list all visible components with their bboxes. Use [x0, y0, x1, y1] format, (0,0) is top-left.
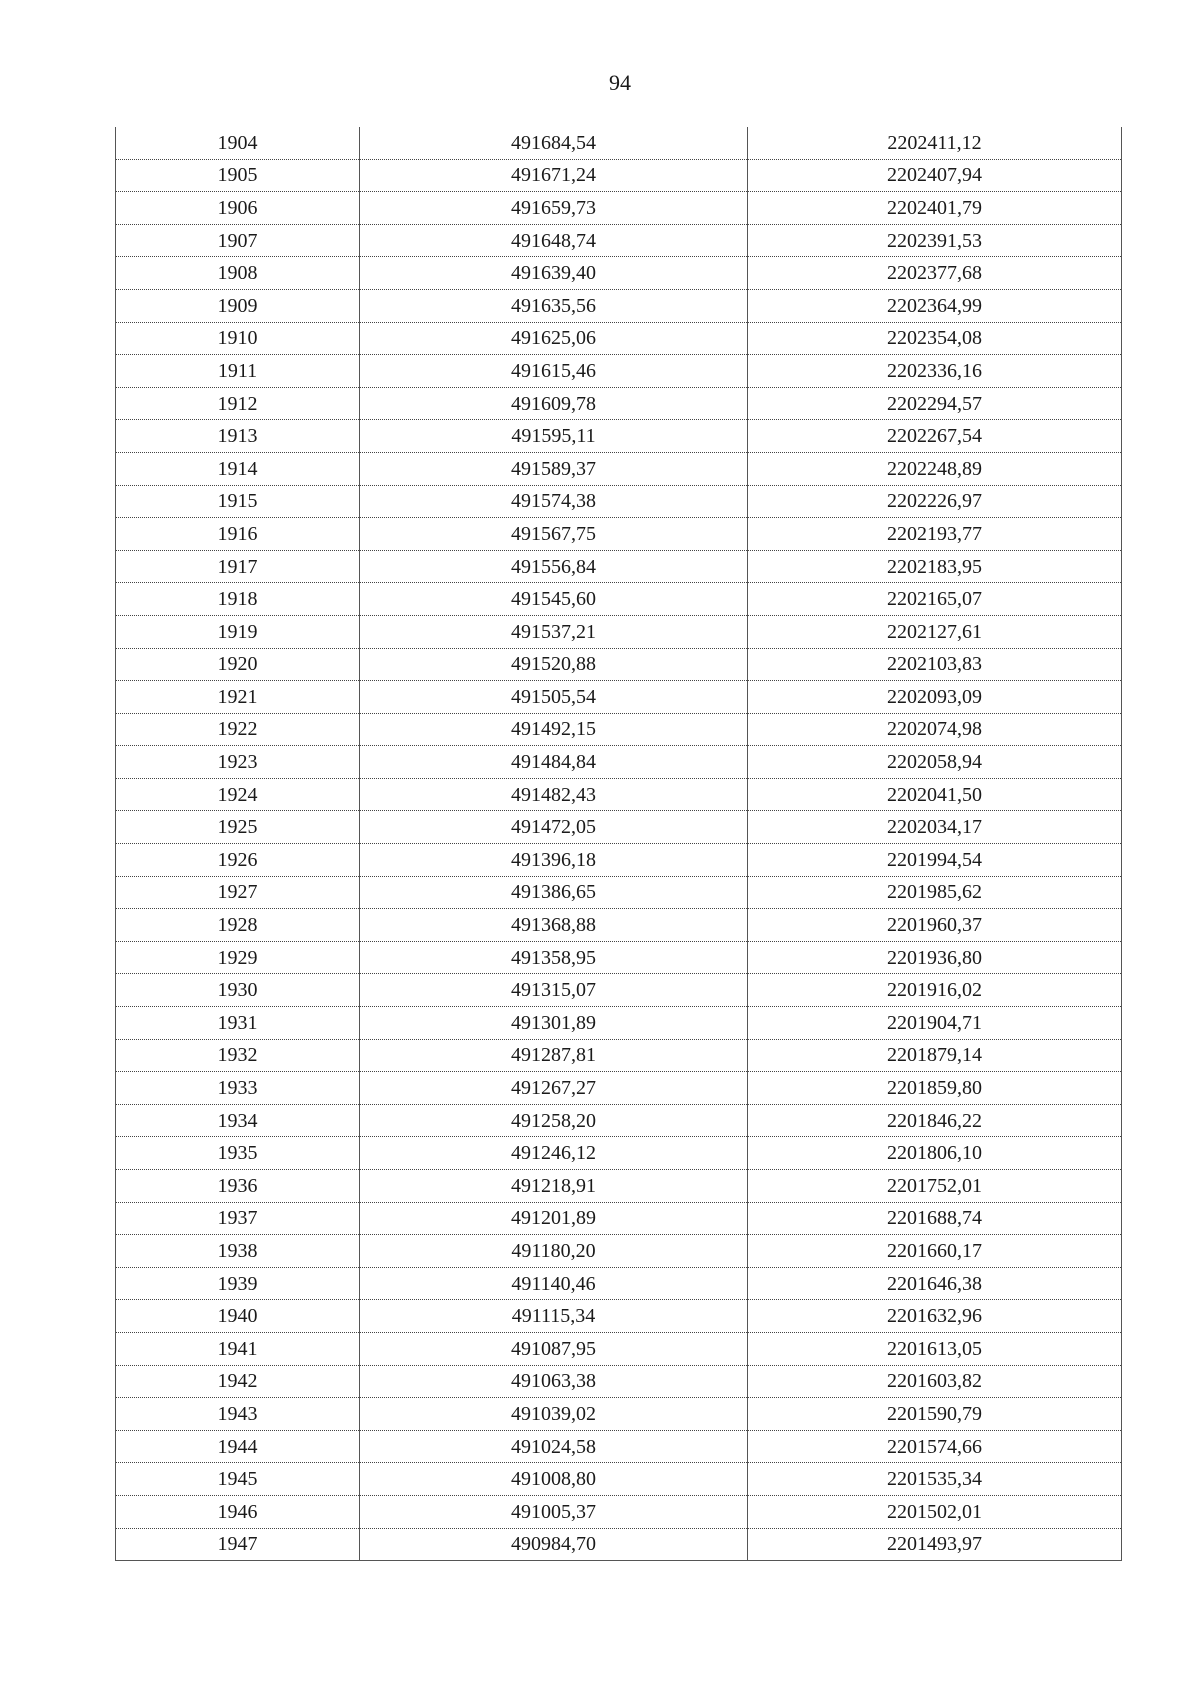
point-number-cell: 1936 [116, 1170, 360, 1203]
table-row [116, 941, 1122, 974]
x-coordinate-cell: 491472,05 [360, 811, 748, 844]
x-coordinate-cell: 491218,91 [360, 1170, 748, 1203]
table-row [116, 811, 1122, 844]
x-coordinate-cell: 491246,12 [360, 1137, 748, 1170]
point-number-cell: 1919 [116, 615, 360, 648]
table-row [116, 1300, 1122, 1333]
page-number: 94 [609, 70, 631, 95]
x-coordinate-cell: 491087,95 [360, 1332, 748, 1365]
point-number-cell: 1944 [116, 1430, 360, 1463]
y-coordinate-cell: 2202058,94 [748, 746, 1122, 779]
y-coordinate-cell: 2201846,22 [748, 1104, 1122, 1137]
table-row [116, 322, 1122, 355]
y-coordinate-cell: 2202103,83 [748, 648, 1122, 681]
x-coordinate-cell: 491609,78 [360, 387, 748, 420]
x-coordinate-cell: 491115,34 [360, 1300, 748, 1333]
table-row [116, 1202, 1122, 1235]
y-coordinate-cell: 2201960,37 [748, 909, 1122, 942]
x-coordinate-cell: 491648,74 [360, 224, 748, 257]
point-number-cell: 1935 [116, 1137, 360, 1170]
y-coordinate-cell: 2201646,38 [748, 1267, 1122, 1300]
point-number-cell: 1921 [116, 681, 360, 714]
point-number-cell: 1933 [116, 1072, 360, 1105]
table-row [116, 1170, 1122, 1203]
point-number-cell: 1922 [116, 713, 360, 746]
x-coordinate-cell: 491039,02 [360, 1398, 748, 1431]
x-coordinate-cell: 491024,58 [360, 1430, 748, 1463]
x-coordinate-cell: 491659,73 [360, 192, 748, 225]
point-number-cell: 1941 [116, 1332, 360, 1365]
y-coordinate-cell: 2202193,77 [748, 518, 1122, 551]
point-number-cell: 1931 [116, 1007, 360, 1040]
point-number-cell: 1937 [116, 1202, 360, 1235]
x-coordinate-cell: 491574,38 [360, 485, 748, 518]
y-coordinate-cell: 2201502,01 [748, 1495, 1122, 1528]
table-row [116, 452, 1122, 485]
x-coordinate-cell: 491567,75 [360, 518, 748, 551]
table-row [116, 1039, 1122, 1072]
table-row [116, 746, 1122, 779]
table-row [116, 1072, 1122, 1105]
point-number-cell: 1915 [116, 485, 360, 518]
y-coordinate-cell: 2202364,99 [748, 289, 1122, 322]
x-coordinate-cell: 491639,40 [360, 257, 748, 290]
point-number-cell: 1918 [116, 583, 360, 616]
x-coordinate-cell: 491671,24 [360, 159, 748, 192]
table-row [116, 648, 1122, 681]
point-number-cell: 1920 [116, 648, 360, 681]
table-row [116, 1398, 1122, 1431]
y-coordinate-cell: 2202401,79 [748, 192, 1122, 225]
point-number-cell: 1930 [116, 974, 360, 1007]
y-coordinate-cell: 2201632,96 [748, 1300, 1122, 1333]
table-row [116, 844, 1122, 877]
coordinates-table-container [115, 127, 1121, 1561]
x-coordinate-cell: 491368,88 [360, 909, 748, 942]
point-number-cell: 1917 [116, 550, 360, 583]
coordinates-table [115, 127, 1122, 1561]
x-coordinate-cell: 491684,54 [360, 127, 748, 159]
table-row [116, 289, 1122, 322]
point-number-cell: 1927 [116, 876, 360, 909]
point-number-cell: 1906 [116, 192, 360, 225]
y-coordinate-cell: 2202248,89 [748, 452, 1122, 485]
x-coordinate-cell: 491005,37 [360, 1495, 748, 1528]
x-coordinate-cell: 491505,54 [360, 681, 748, 714]
table-row [116, 159, 1122, 192]
table-row [116, 355, 1122, 388]
point-number-cell: 1934 [116, 1104, 360, 1137]
point-number-cell: 1910 [116, 322, 360, 355]
y-coordinate-cell: 2201688,74 [748, 1202, 1122, 1235]
y-coordinate-cell: 2201904,71 [748, 1007, 1122, 1040]
point-number-cell: 1905 [116, 159, 360, 192]
x-coordinate-cell: 490984,70 [360, 1528, 748, 1561]
y-coordinate-cell: 2202165,07 [748, 583, 1122, 616]
y-coordinate-cell: 2202354,08 [748, 322, 1122, 355]
point-number-cell: 1924 [116, 778, 360, 811]
y-coordinate-cell: 2202034,17 [748, 811, 1122, 844]
x-coordinate-cell: 491635,56 [360, 289, 748, 322]
y-coordinate-cell: 2201879,14 [748, 1039, 1122, 1072]
y-coordinate-cell: 2201936,80 [748, 941, 1122, 974]
table-row [116, 681, 1122, 714]
point-number-cell: 1940 [116, 1300, 360, 1333]
y-coordinate-cell: 2202267,54 [748, 420, 1122, 453]
table-row [116, 550, 1122, 583]
x-coordinate-cell: 491063,38 [360, 1365, 748, 1398]
point-number-cell: 1912 [116, 387, 360, 420]
table-row [116, 778, 1122, 811]
y-coordinate-cell: 2201603,82 [748, 1365, 1122, 1398]
x-coordinate-cell: 491301,89 [360, 1007, 748, 1040]
table-row [116, 518, 1122, 551]
x-coordinate-cell: 491008,80 [360, 1463, 748, 1496]
y-coordinate-cell: 2201660,17 [748, 1235, 1122, 1268]
y-coordinate-cell: 2202294,57 [748, 387, 1122, 420]
point-number-cell: 1943 [116, 1398, 360, 1431]
y-coordinate-cell: 2202093,09 [748, 681, 1122, 714]
table-row [116, 1267, 1122, 1300]
y-coordinate-cell: 2202407,94 [748, 159, 1122, 192]
x-coordinate-cell: 491537,21 [360, 615, 748, 648]
x-coordinate-cell: 491140,46 [360, 1267, 748, 1300]
y-coordinate-cell: 2201535,34 [748, 1463, 1122, 1496]
y-coordinate-cell: 2202391,53 [748, 224, 1122, 257]
point-number-cell: 1938 [116, 1235, 360, 1268]
y-coordinate-cell: 2202041,50 [748, 778, 1122, 811]
x-coordinate-cell: 491492,15 [360, 713, 748, 746]
table-row [116, 1104, 1122, 1137]
x-coordinate-cell: 491595,11 [360, 420, 748, 453]
table-row [116, 1495, 1122, 1528]
x-coordinate-cell: 491315,07 [360, 974, 748, 1007]
x-coordinate-cell: 491482,43 [360, 778, 748, 811]
point-number-cell: 1926 [116, 844, 360, 877]
coordinates-table-body [116, 127, 1122, 1561]
x-coordinate-cell: 491589,37 [360, 452, 748, 485]
x-coordinate-cell: 491267,27 [360, 1072, 748, 1105]
x-coordinate-cell: 491287,81 [360, 1039, 748, 1072]
point-number-cell: 1945 [116, 1463, 360, 1496]
table-row [116, 420, 1122, 453]
point-number-cell: 1929 [116, 941, 360, 974]
y-coordinate-cell: 2202336,16 [748, 355, 1122, 388]
point-number-cell: 1932 [116, 1039, 360, 1072]
y-coordinate-cell: 2202377,68 [748, 257, 1122, 290]
table-row [116, 909, 1122, 942]
x-coordinate-cell: 491625,06 [360, 322, 748, 355]
y-coordinate-cell: 2201752,01 [748, 1170, 1122, 1203]
x-coordinate-cell: 491358,95 [360, 941, 748, 974]
table-row [116, 1430, 1122, 1463]
y-coordinate-cell: 2201590,79 [748, 1398, 1122, 1431]
point-number-cell: 1908 [116, 257, 360, 290]
point-number-cell: 1947 [116, 1528, 360, 1561]
table-row [116, 974, 1122, 1007]
y-coordinate-cell: 2201574,66 [748, 1430, 1122, 1463]
y-coordinate-cell: 2201859,80 [748, 1072, 1122, 1105]
table-row [116, 1528, 1122, 1561]
table-row [116, 485, 1122, 518]
y-coordinate-cell: 2201493,97 [748, 1528, 1122, 1561]
point-number-cell: 1928 [116, 909, 360, 942]
y-coordinate-cell: 2201994,54 [748, 844, 1122, 877]
y-coordinate-cell: 2202183,95 [748, 550, 1122, 583]
x-coordinate-cell: 491520,88 [360, 648, 748, 681]
table-row [116, 1365, 1122, 1398]
y-coordinate-cell: 2202411,12 [748, 127, 1122, 159]
table-row [116, 713, 1122, 746]
x-coordinate-cell: 491386,65 [360, 876, 748, 909]
x-coordinate-cell: 491258,20 [360, 1104, 748, 1137]
y-coordinate-cell: 2202127,61 [748, 615, 1122, 648]
y-coordinate-cell: 2201985,62 [748, 876, 1122, 909]
point-number-cell: 1909 [116, 289, 360, 322]
point-number-cell: 1913 [116, 420, 360, 453]
point-number-cell: 1939 [116, 1267, 360, 1300]
point-number-cell: 1923 [116, 746, 360, 779]
y-coordinate-cell: 2202226,97 [748, 485, 1122, 518]
table-row [116, 615, 1122, 648]
point-number-cell: 1907 [116, 224, 360, 257]
point-number-cell: 1914 [116, 452, 360, 485]
table-row [116, 583, 1122, 616]
x-coordinate-cell: 491615,46 [360, 355, 748, 388]
table-row [116, 257, 1122, 290]
table-row [116, 192, 1122, 225]
point-number-cell: 1916 [116, 518, 360, 551]
table-row [116, 127, 1122, 159]
point-number-cell: 1904 [116, 127, 360, 159]
table-row [116, 224, 1122, 257]
x-coordinate-cell: 491201,89 [360, 1202, 748, 1235]
x-coordinate-cell: 491545,60 [360, 583, 748, 616]
table-row [116, 1463, 1122, 1496]
point-number-cell: 1911 [116, 355, 360, 388]
y-coordinate-cell: 2201806,10 [748, 1137, 1122, 1170]
point-number-cell: 1942 [116, 1365, 360, 1398]
table-row [116, 876, 1122, 909]
point-number-cell: 1925 [116, 811, 360, 844]
point-number-cell: 1946 [116, 1495, 360, 1528]
table-row [116, 1137, 1122, 1170]
y-coordinate-cell: 2202074,98 [748, 713, 1122, 746]
y-coordinate-cell: 2201613,05 [748, 1332, 1122, 1365]
table-row [116, 1332, 1122, 1365]
x-coordinate-cell: 491484,84 [360, 746, 748, 779]
x-coordinate-cell: 491556,84 [360, 550, 748, 583]
table-row [116, 387, 1122, 420]
x-coordinate-cell: 491180,20 [360, 1235, 748, 1268]
table-row [116, 1235, 1122, 1268]
y-coordinate-cell: 2201916,02 [748, 974, 1122, 1007]
table-row [116, 1007, 1122, 1040]
x-coordinate-cell: 491396,18 [360, 844, 748, 877]
